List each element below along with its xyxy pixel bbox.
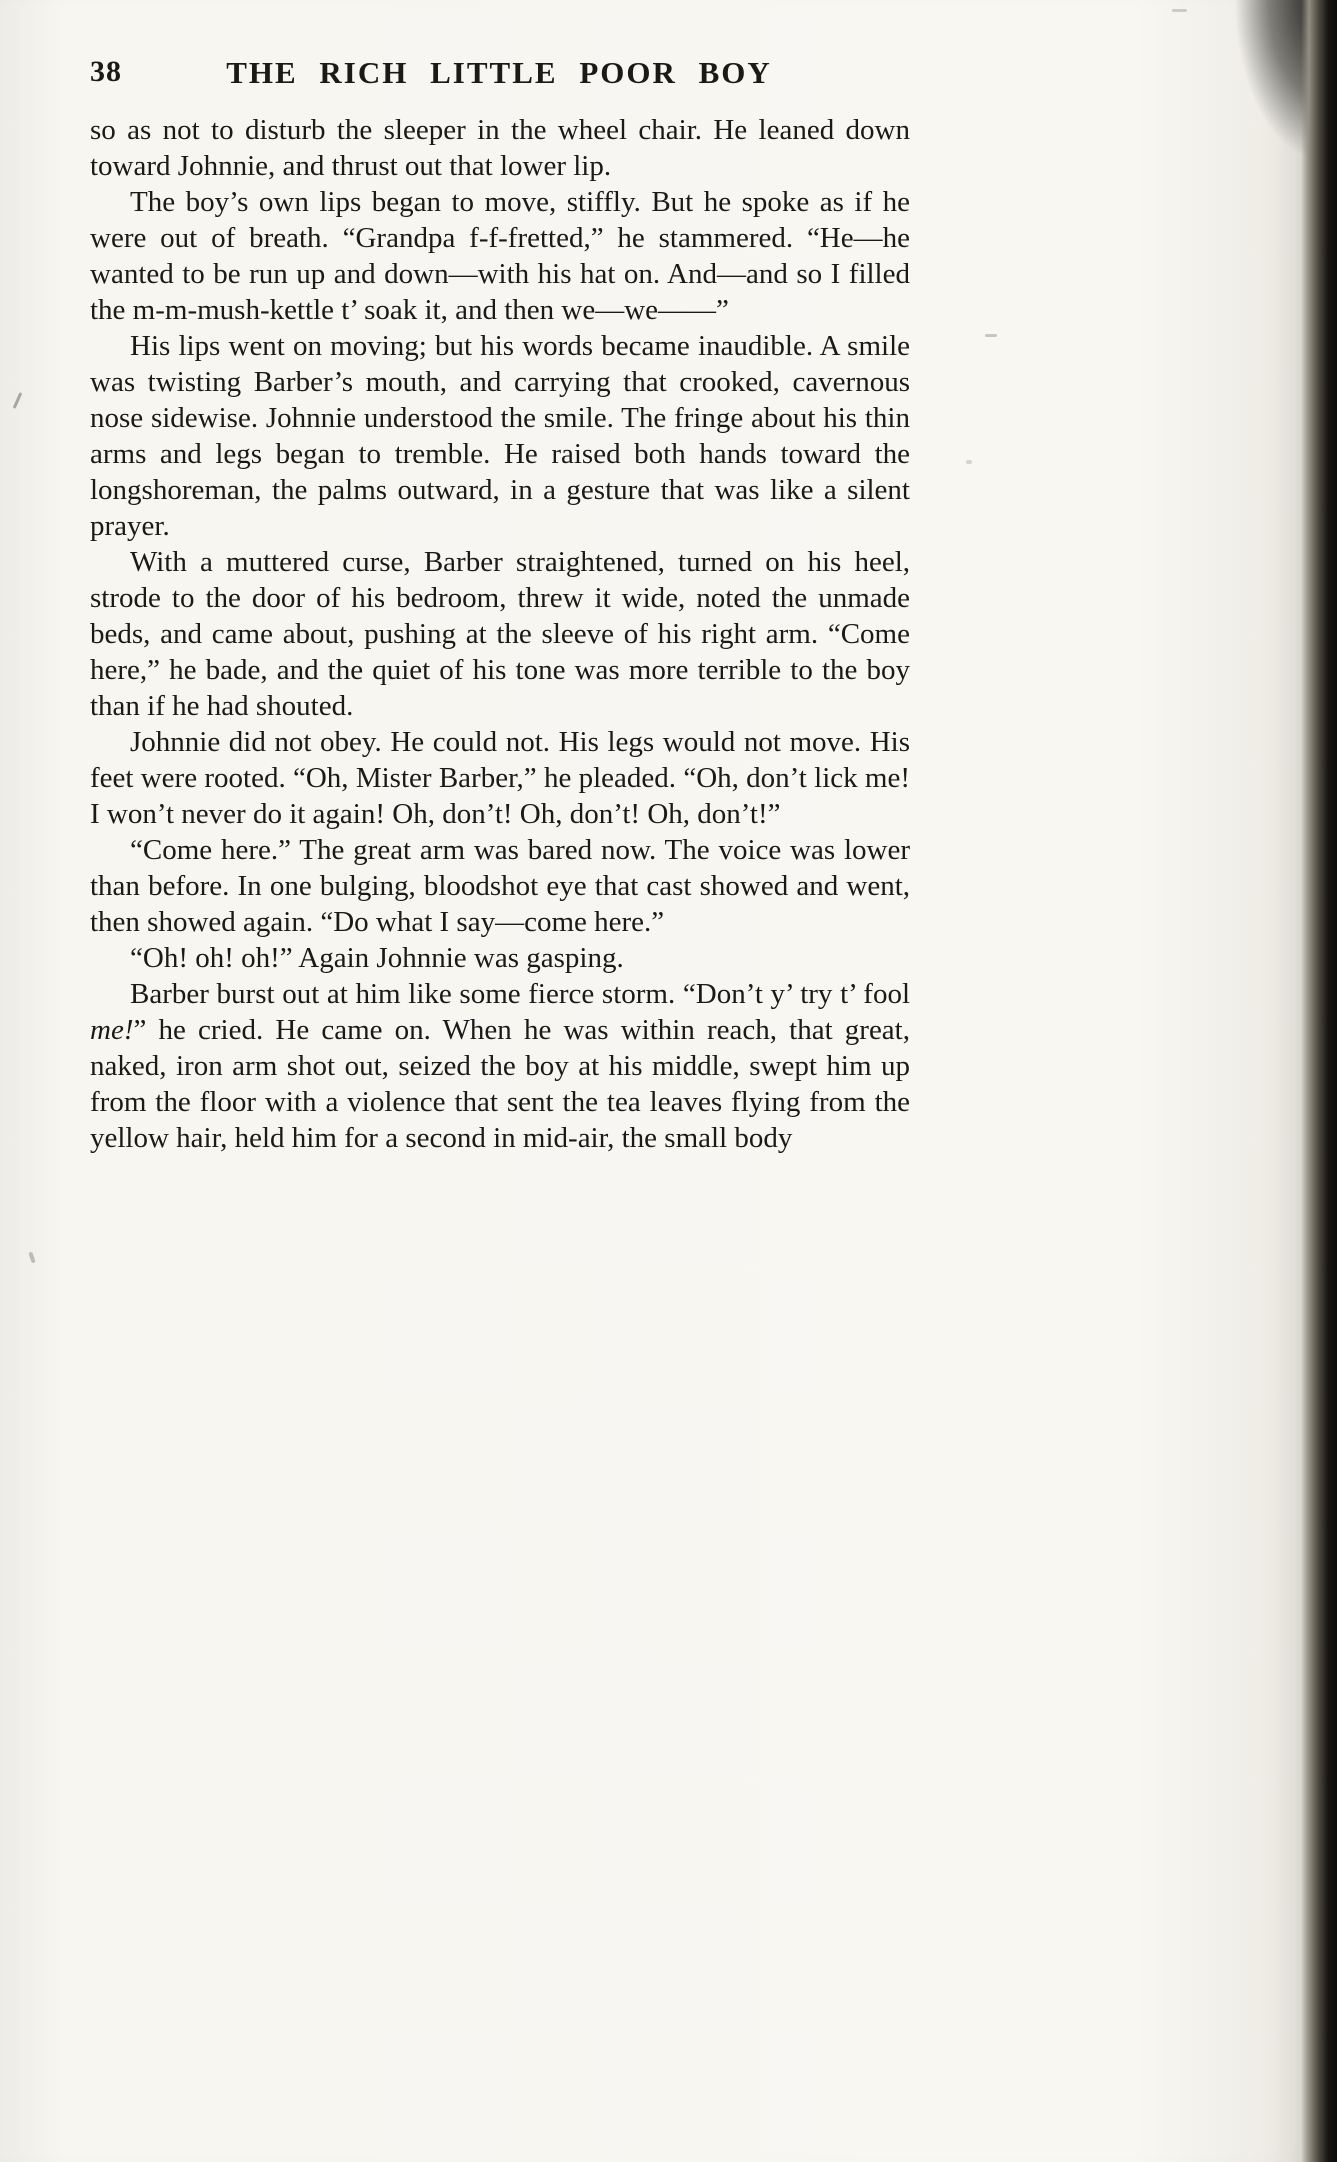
scan-artifact bbox=[985, 334, 997, 337]
text-segment: Johnnie did not obey. He could not. His legs would not move. His feet were rooted. “Oh, Mister Barber,” he pleaded. “Oh, don’t lick me! I won’t never do it again! Oh, don’t! Oh, don’t! Oh, don’t!” bbox=[90, 726, 910, 830]
paragraph bbox=[90, 940, 910, 976]
text-segment: Barber burst out at him like some fierce storm. “Don’t y’ try t’ fool bbox=[130, 978, 910, 1010]
scan-artifact bbox=[1172, 9, 1187, 12]
scan-artifact bbox=[28, 1252, 35, 1264]
text-segment: ” he cried. He came on. When he was within reach, that great, naked, iron arm shot out, seized the boy at his middle, swept him up from the floor with a violence that sent the tea leaves flying from the yellow hair, held him for a second in mid-air, the small body bbox=[90, 1014, 910, 1154]
text-segment: “Oh! oh! oh!” Again Johnnie was gasping. bbox=[130, 942, 624, 974]
scan-artifact bbox=[966, 460, 972, 464]
paragraph bbox=[90, 976, 910, 1156]
paragraph bbox=[90, 544, 910, 724]
text-segment: so as not to disturb the sleeper in the wheel chair. He leaned down toward Johnnie, and thrust out that lower lip. bbox=[90, 114, 910, 182]
paragraph bbox=[90, 112, 910, 184]
text-segment: His lips went on moving; but his words became inaudible. A smile was twisting Barber’s mouth, and carrying that crooked, cavernous nose sidewise. Johnnie understood the smile. The fringe about his thin arms and legs began to tremble. He raised both hands toward the longshoreman, the palms outward, in a gesture that was like a silent prayer. bbox=[90, 330, 910, 542]
text-segment: With a muttered curse, Barber straightened, turned on his heel, strode to the door of his bedroom, threw it wide, noted the unmade beds, and came about, pushing at the sleeve of his right arm. “Come here,” he bade, and the quiet of his tone was more terrible to the boy than if he had shouted. bbox=[90, 546, 910, 722]
paragraph bbox=[90, 724, 910, 832]
page-title: THE RICH LITTLE POOR BOY bbox=[226, 55, 772, 90]
text-segment: “Come here.” The great arm was bared now. The voice was lower than before. In one bulging, bloodshot eye that cast showed and went, then showed again. “Do what I say—come here.” bbox=[90, 834, 910, 938]
paragraph bbox=[90, 184, 910, 328]
text-block bbox=[90, 112, 910, 1156]
paragraph bbox=[90, 832, 910, 940]
scan-artifact bbox=[13, 392, 23, 409]
text-segment: The boy’s own lips began to move, stiffly. But he spoke as if he were out of breath. “Grandpa f-f-fretted,” he stammered. “He—he wanted to be run up and down—with his hat on. And—and so I filled the m-m-mush-kettle t’ soak it, and then we—we——” bbox=[90, 186, 910, 326]
page-header bbox=[90, 55, 908, 99]
page-number: 38 bbox=[90, 55, 122, 88]
paragraph bbox=[90, 328, 910, 544]
page-edge-shadow bbox=[1301, 0, 1337, 2162]
text-segment: me! bbox=[90, 1014, 134, 1046]
